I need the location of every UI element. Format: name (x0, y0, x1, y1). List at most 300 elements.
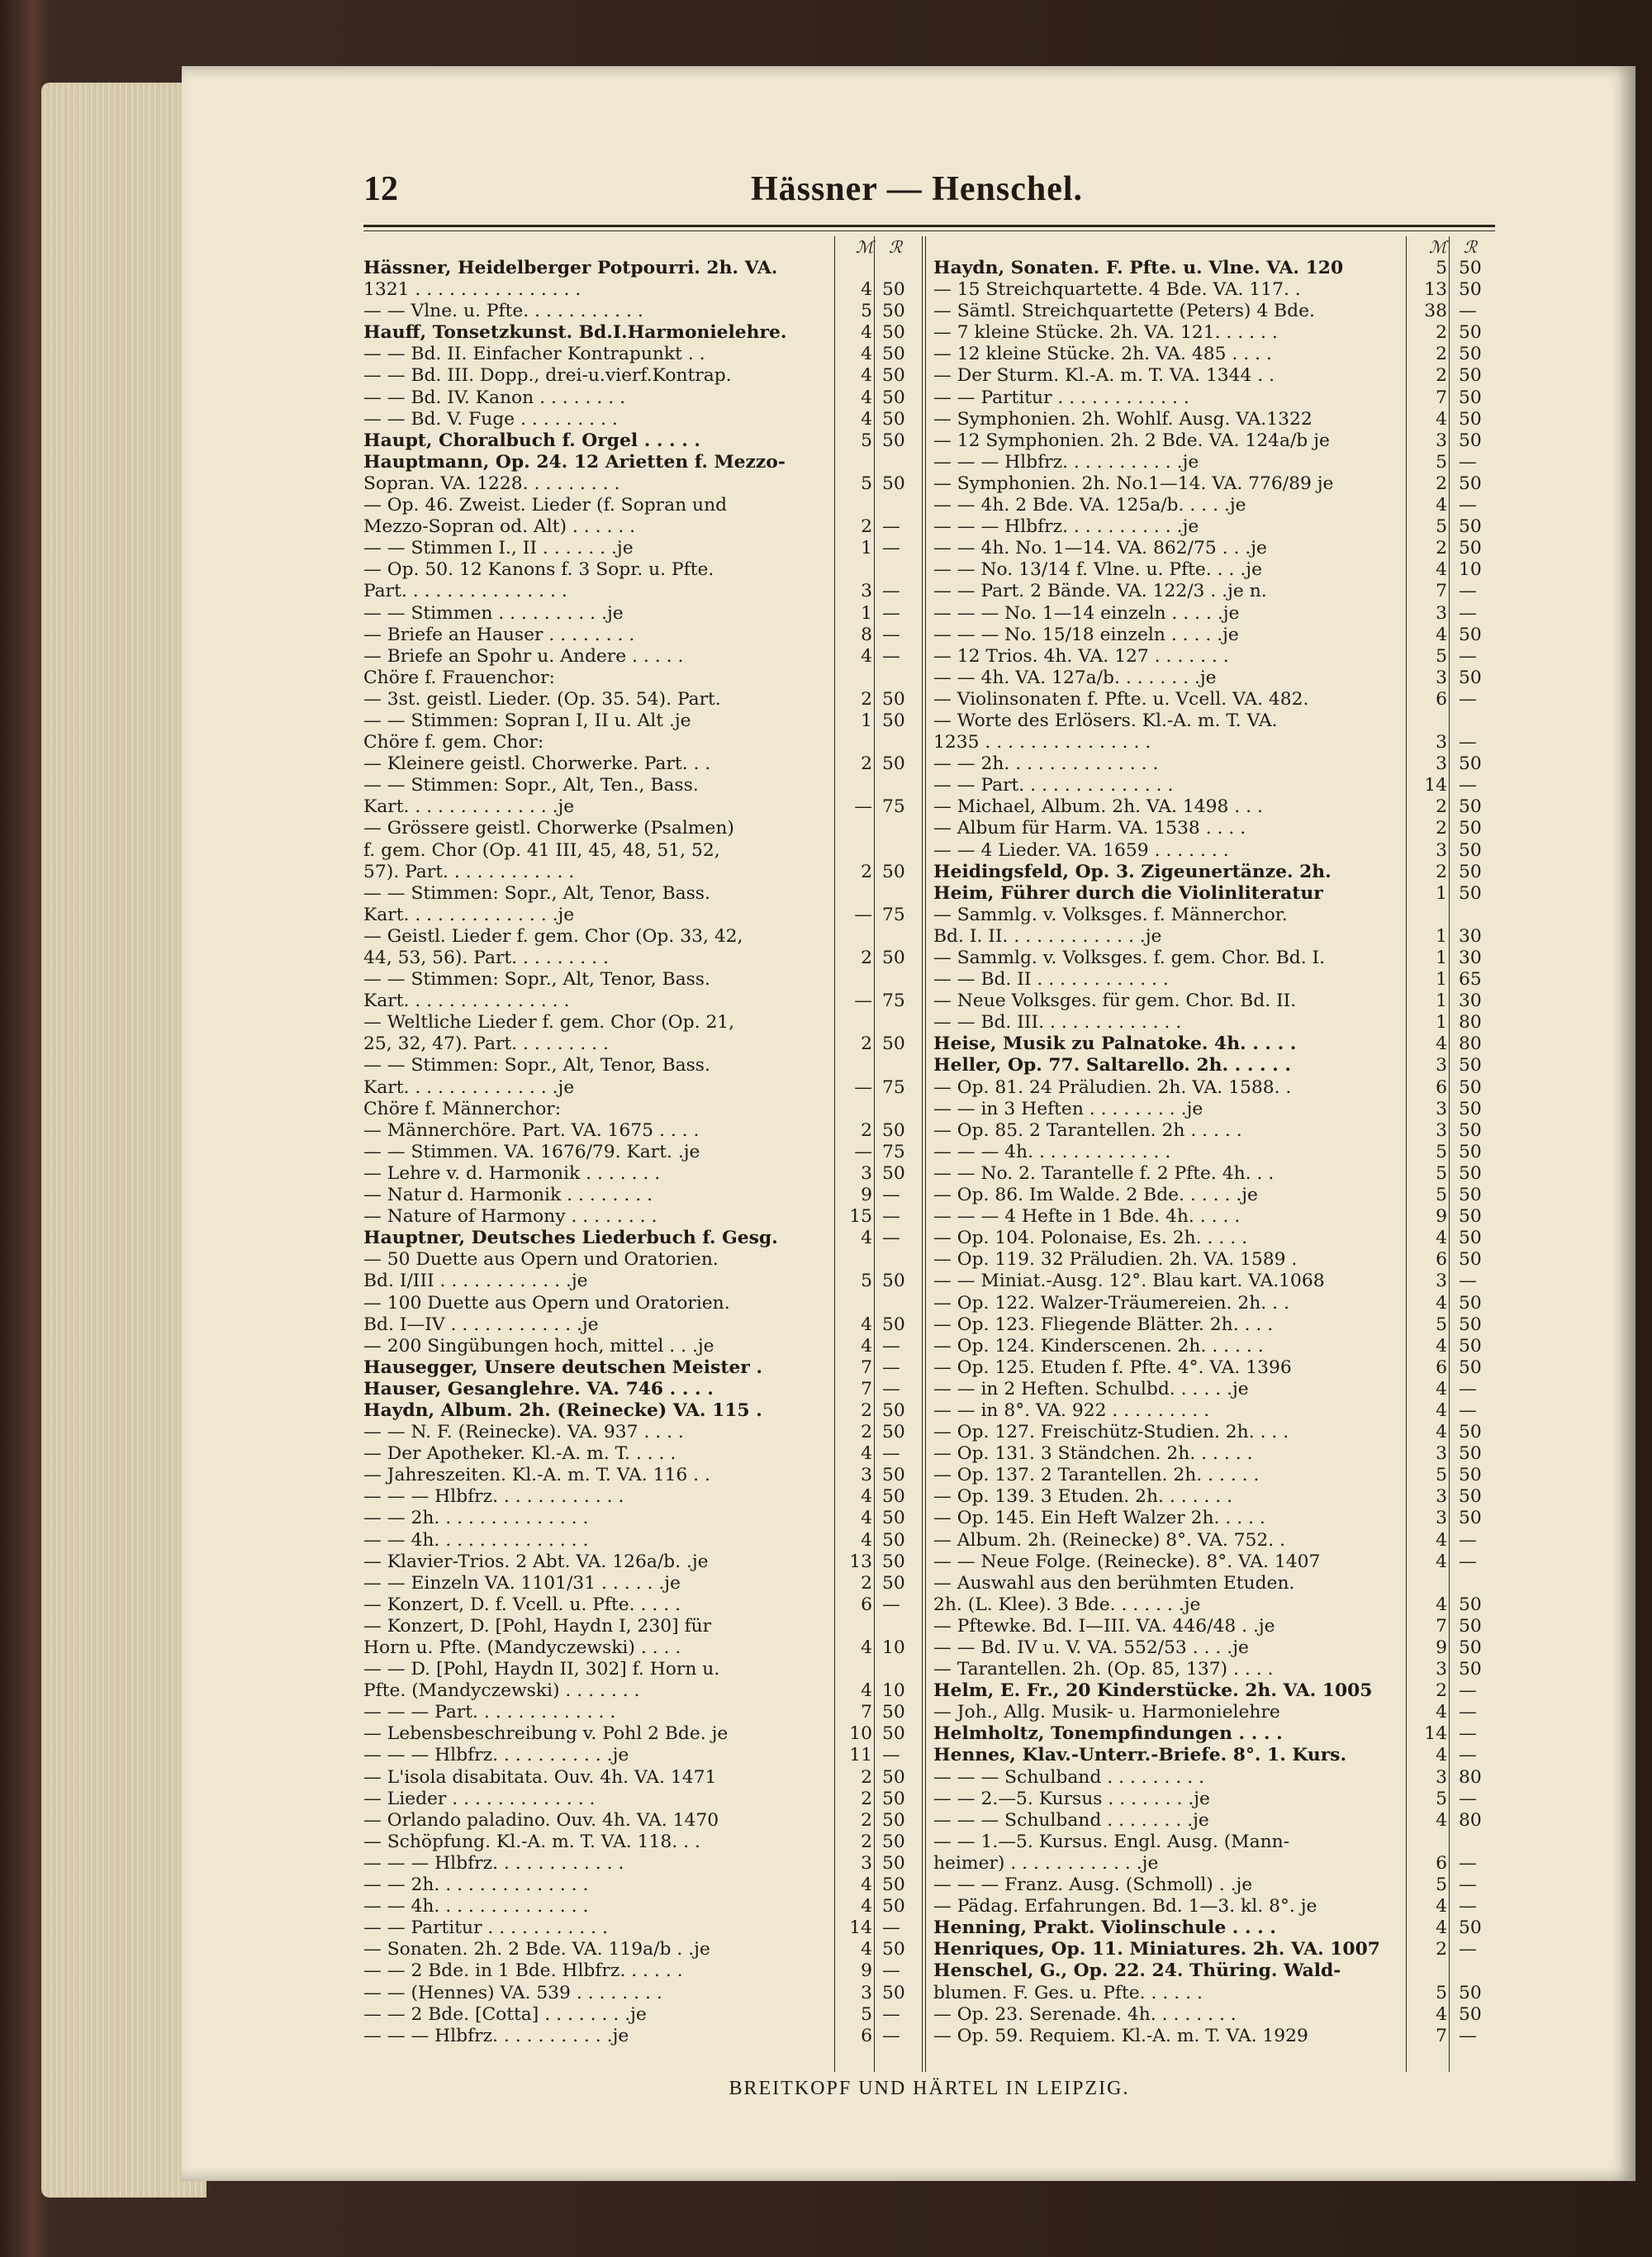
entry-price-pfennig: — (1459, 1399, 1477, 1421)
entry-price-mark: 3 (861, 1465, 872, 1486)
entry-price-pfennig: 50 (1459, 516, 1482, 538)
entry-text: — Konzert, D. [Pohl, Haydn I, 230] für (363, 1615, 712, 1637)
entry-price-pfennig: 50 (1459, 1465, 1482, 1486)
entry-price-mark: 3 (1436, 667, 1447, 688)
entry-price-pfennig: 50 (1459, 861, 1482, 882)
catalog-entry (363, 1357, 923, 1379)
entry-price-pfennig: 50 (1459, 365, 1482, 387)
entry-text: Hauff, Tonsetzkunst. Bd.I.Harmonielehre. (363, 322, 787, 344)
catalog-entry (363, 862, 923, 883)
entry-text: Heise, Musik zu Palnatoke. 4h. . . . . (933, 1033, 1297, 1055)
entry-price-mark: 4 (861, 408, 872, 430)
entry-price-mark: 3 (1436, 1486, 1447, 1508)
entry-price-pfennig: 50 (1459, 1917, 1482, 1939)
entry-price-mark: 11 (849, 1745, 872, 1766)
entry-text: Mezzo-Sopran od. Alt) . . . . . . (363, 516, 636, 538)
entry-price-mark: 5 (861, 2003, 872, 2025)
entry-price-pfennig: — (1459, 1529, 1477, 1551)
entry-price-mark: 3 (861, 1852, 872, 1874)
entry-price-mark: 4 (1436, 408, 1447, 430)
entry-text: — — Stimmen: Sopr., Alt, Tenor, Bass. (363, 882, 710, 904)
catalog-entry (933, 1832, 1495, 1853)
catalog-entry (933, 322, 1495, 344)
entry-price-mark: 38 (1424, 301, 1447, 322)
entry-price-mark: — (854, 796, 872, 818)
entry-text: Chöre f. gem. Chor: (363, 732, 544, 753)
right-column (933, 236, 1495, 2072)
catalog-entry (363, 1960, 923, 1982)
catalog-entry (363, 1379, 923, 1400)
entry-price-mark: 13 (1424, 279, 1447, 301)
entry-text: — L'isola disabitata. Ouv. 4h. VA. 1471 (363, 1766, 717, 1788)
entry-text: blumen. F. Ges. u. Pfte. . . . . . (933, 1982, 1203, 2003)
catalog-entry (363, 1789, 923, 1810)
entry-text: — Op. 104. Polonaise, Es. 2h. . . . . (933, 1228, 1248, 1249)
entry-price-pfennig: 50 (882, 1119, 905, 1141)
entry-text: — — — Schulband . . . . . . . .je (933, 1809, 1209, 1831)
entry-price-pfennig: 50 (1459, 1162, 1482, 1184)
catalog-entry (933, 559, 1495, 581)
entry-price-mark: 2 (861, 1766, 872, 1788)
entry-price-pfennig: — (1459, 1378, 1477, 1399)
catalog-entry (933, 516, 1495, 538)
entry-text: — Neue Volksges. für gem. Chor. Bd. II. (933, 991, 1297, 1012)
entry-text: — — Bd. III. Dopp., drei-u.vierf.Kontrap. (363, 365, 732, 387)
entry-price-mark: 4 (861, 1637, 872, 1658)
catalog-entry (933, 1530, 1495, 1551)
entry-text: — Sämtl. Streichquartette (Peters) 4 Bde. (933, 301, 1315, 322)
entry-price-mark: 4 (1436, 1378, 1447, 1399)
entry-text: 44, 53, 56). Part. . . . . . . . . (363, 948, 609, 968)
entry-price-mark: 4 (1436, 1335, 1447, 1357)
entry-text: — Op. 50. 12 Kanons f. 3 Sopr. u. Pfte. (363, 559, 714, 581)
catalog-entry (933, 1573, 1495, 1594)
entry-text: — — (Hennes) VA. 539 . . . . . . . . (363, 1982, 662, 2003)
entry-text: — — Bd. II . . . . . . . . . . . . (933, 969, 1169, 991)
entry-text: — — 4 Lieder. VA. 1659 . . . . . . . (933, 839, 1229, 861)
entry-text: — — Stimmen: Sopr., Alt, Tenor, Bass. (363, 969, 710, 991)
entry-price-mark: 5 (1436, 516, 1447, 538)
catalog-entry (363, 430, 923, 452)
entry-price-pfennig: 50 (1459, 882, 1482, 904)
catalog-entry (933, 625, 1495, 646)
entry-price-pfennig: 50 (1459, 1335, 1482, 1357)
catalog-entry (363, 409, 923, 430)
entry-price-pfennig: 50 (1459, 1443, 1482, 1465)
catalog-entry (363, 1573, 923, 1594)
entry-text: 57). Part. . . . . . . . . . . . (363, 861, 575, 882)
entry-price-mark: — (854, 1076, 872, 1098)
publisher-footer: BREITKOPF UND HÄRTEL IN LEIPZIG. (729, 2078, 1130, 2099)
entry-price-pfennig: — (1459, 688, 1477, 710)
entry-price-mark: 4 (861, 1228, 872, 1249)
entry-price-mark: 4 (1436, 1399, 1447, 1421)
entry-price-mark: 4 (861, 1486, 872, 1508)
entry-price-mark: 2 (1436, 1680, 1447, 1702)
entry-price-pfennig: — (1459, 495, 1477, 516)
entry-text: 2h. (L. Klee). 3 Bde. . . . . . .je (933, 1594, 1201, 1615)
entry-price-mark: 14 (1424, 775, 1447, 796)
entry-text: — Der Apotheker. Kl.-A. m. T. . . . . (363, 1443, 676, 1465)
entry-text: — Op. 124. Kinderscenen. 2h. . . . . . (933, 1335, 1264, 1357)
entry-price-mark: 4 (861, 1896, 872, 1917)
catalog-entry (933, 1099, 1495, 1120)
entry-price-mark: 2 (1436, 322, 1447, 344)
entry-price-mark: 3 (1436, 1443, 1447, 1465)
entry-price-pfennig: 50 (1459, 1422, 1482, 1443)
catalog-entry (363, 1249, 923, 1271)
entry-price-pfennig: 50 (882, 948, 905, 968)
entry-text: Heller, Op. 77. Saltarello. 2h. . . . . . (933, 1055, 1291, 1076)
entry-price-mark: 2 (1436, 473, 1447, 494)
entry-text: — — No. 13/14 f. Vlne. u. Pfte. . . .je (933, 559, 1262, 581)
entry-price-mark: 14 (849, 1917, 872, 1939)
catalog-entry (933, 689, 1495, 710)
entry-text: — 12 Symphonien. 2h. 2 Bde. VA. 124a/b je (933, 430, 1330, 451)
entry-price-pfennig: — (882, 602, 900, 624)
entry-text: — — 4h. VA. 127a/b. . . . . . . .je (933, 667, 1217, 688)
entry-text: — — — Hlbfrz. . . . . . . . . . .je (363, 1745, 629, 1766)
entry-price-mark: 9 (1436, 1206, 1447, 1228)
entry-price-mark: 4 (861, 344, 872, 365)
entry-text: Hauptner, Deutsches Liederbuch f. Gesg. (363, 1228, 778, 1249)
catalog-entry (933, 2026, 1495, 2047)
catalog-entry (933, 710, 1495, 732)
catalog-entry (363, 1206, 923, 1228)
entry-price-mark: 3 (1436, 839, 1447, 861)
entry-text: — Briefe an Spohr u. Andere . . . . . (363, 645, 684, 667)
catalog-entry (933, 732, 1495, 753)
entry-price-mark: 4 (1436, 559, 1447, 581)
entry-text: Hässner, Heidelberger Potpourri. 2h. VA. (363, 258, 778, 278)
entry-price-pfennig: — (1459, 2025, 1477, 2046)
entry-price-pfennig: 50 (1459, 322, 1482, 344)
entry-price-pfennig: — (1459, 1896, 1477, 1917)
catalog-entry (933, 473, 1495, 495)
entry-price-mark: 7 (1436, 581, 1447, 602)
entry-text: — Tarantellen. 2h. (Op. 85, 137) . . . . (933, 1659, 1274, 1680)
entry-text: Heim, Führer durch die Violinliteratur (933, 882, 1323, 904)
entry-price-mark: — (854, 991, 872, 1012)
entry-text: 25, 32, 47). Part. . . . . . . . . (363, 1033, 609, 1055)
entry-price-mark: 10 (849, 1723, 872, 1745)
entry-price-pfennig: — (1459, 301, 1477, 322)
entry-price-mark: 4 (861, 1680, 872, 1702)
entry-price-pfennig: 50 (882, 1314, 905, 1335)
catalog-entry (933, 1594, 1495, 1616)
entry-price-pfennig: — (1459, 732, 1477, 753)
entry-price-pfennig: 50 (882, 1788, 905, 1809)
catalog-entry (933, 1336, 1495, 1357)
entry-text: — — 2 Bde. [Cotta] . . . . . . . .je (363, 2003, 647, 2025)
entry-text: — Symphonien. 2h. Wohlf. Ausg. VA.1322 (933, 408, 1313, 430)
entry-text: — Op. 137. 2 Tarantellen. 2h. . . . . . (933, 1465, 1260, 1486)
entry-text: f. gem. Chor (Op. 41 III, 45, 48, 51, 52, (363, 839, 720, 861)
entry-price-mark: 2 (1436, 344, 1447, 365)
entry-price-mark: 5 (1436, 1874, 1447, 1896)
entry-price-mark: 9 (1436, 1637, 1447, 1658)
entry-price-pfennig: 50 (1459, 1982, 1482, 2003)
catalog-entry (363, 559, 923, 581)
entry-price-pfennig: 50 (1459, 408, 1482, 430)
entry-price-mark: 2 (1436, 818, 1447, 839)
entry-price-pfennig: — (1459, 1874, 1477, 1896)
entry-text: Henning, Prakt. Violinschule . . . . (933, 1917, 1276, 1939)
entry-text: Heidingsfeld, Op. 3. Zigeunertänze. 2h. (933, 861, 1332, 882)
entry-text: — Der Sturm. Kl.-A. m. T. VA. 1344 . . (933, 365, 1275, 387)
entry-price-mark: 7 (861, 1702, 872, 1723)
entry-price-pfennig: 50 (1459, 1292, 1482, 1314)
entry-text: Henriques, Op. 11. Miniatures. 2h. VA. 1007 (933, 1939, 1380, 1960)
entry-price-mark: 4 (1436, 1033, 1447, 1055)
entry-text: Haupt, Choralbuch f. Orgel . . . . . (363, 430, 700, 451)
entry-text: Helm, E. Fr., 20 Kinderstücke. 2h. VA. 1005 (933, 1680, 1373, 1702)
entry-price-pfennig: 50 (1459, 1594, 1482, 1615)
catalog-entry (363, 753, 923, 775)
catalog-entry (933, 1508, 1495, 1529)
catalog-entry (363, 710, 923, 732)
entry-text: — — 2h. . . . . . . . . . . . . . (933, 753, 1159, 775)
catalog-entry (933, 1142, 1495, 1163)
entry-price-pfennig: — (1459, 602, 1477, 624)
entry-price-pfennig: 50 (882, 408, 905, 430)
entry-price-pfennig: 50 (882, 473, 905, 494)
catalog-entry (933, 818, 1495, 839)
entry-price-mark: 4 (1436, 624, 1447, 645)
entry-text: Kart. . . . . . . . . . . . . .je (363, 904, 575, 925)
entry-price-mark: 4 (1436, 1745, 1447, 1766)
catalog-entry (363, 1271, 923, 1292)
catalog-entry (933, 1767, 1495, 1789)
entry-price-mark: 2 (861, 1831, 872, 1852)
entry-price-pfennig: 50 (882, 344, 905, 365)
entry-price-mark: 4 (1436, 1422, 1447, 1443)
entry-price-pfennig: 50 (882, 1465, 905, 1486)
entry-price-pfennig: 50 (882, 1033, 905, 1055)
entry-price-pfennig: — (1459, 1723, 1477, 1745)
entry-price-mark: 3 (861, 581, 872, 602)
catalog-entry (933, 1874, 1495, 1896)
entry-text: — Jahreszeiten. Kl.-A. m. T. VA. 116 . . (363, 1465, 710, 1486)
catalog-entry (933, 883, 1495, 905)
entry-text: — — — Part. . . . . . . . . . . . . (363, 1702, 616, 1723)
right-column-head (933, 236, 1495, 258)
entry-text: — Orlando paladino. Ouv. 4h. VA. 1470 (363, 1809, 719, 1831)
entry-text: — — 4h. 2 Bde. VA. 125a/b. . . . .je (933, 495, 1246, 516)
entry-price-pfennig: 50 (882, 1486, 905, 1508)
entry-text: — — Bd. IV u. V. VA. 552/53 . . . .je (933, 1637, 1249, 1658)
catalog-entry (933, 948, 1495, 969)
entry-text: — Sammlg. v. Volksges. f. Männerchor. (933, 904, 1288, 925)
entry-price-mark: 2 (861, 516, 872, 538)
catalog-entry (933, 1185, 1495, 1206)
entry-text: — — — Hlbfrz. . . . . . . . . . . . (363, 1852, 624, 1874)
catalog-entry (933, 840, 1495, 862)
catalog-entry (363, 905, 923, 926)
entry-price-pfennig: — (1459, 1551, 1477, 1572)
catalog-entry (933, 926, 1495, 948)
entry-price-pfennig: 50 (882, 1809, 905, 1831)
entry-price-mark: 4 (861, 279, 872, 301)
entry-price-mark: 5 (861, 301, 872, 322)
catalog-entry (363, 1336, 923, 1357)
catalog-entry (363, 1055, 923, 1076)
entry-price-pfennig: 50 (1459, 344, 1482, 365)
entry-text: — Violinsonaten f. Pfte. u. Vcell. VA. 482. (933, 688, 1309, 710)
entry-text: — Op. 23. Serenade. 4h. . . . . . . . (933, 2003, 1237, 2025)
entry-price-pfennig: — (1459, 645, 1477, 667)
catalog-entry (933, 753, 1495, 775)
entry-price-pfennig: — (882, 1745, 900, 1766)
entry-price-pfennig: — (1459, 1702, 1477, 1723)
entry-text: Haydn, Album. 2h. (Reinecke) VA. 115 . (363, 1399, 762, 1421)
catalog-entry (933, 1745, 1495, 1766)
entry-price-pfennig: 50 (1459, 1637, 1482, 1658)
entry-price-pfennig: 50 (882, 1399, 905, 1421)
entry-price-pfennig: 50 (1459, 1314, 1482, 1335)
entry-text: — Op. 85. 2 Tarantellen. 2h . . . . . (933, 1119, 1242, 1141)
entry-price-mark: 7 (1436, 2025, 1447, 2046)
entry-price-pfennig: — (882, 624, 900, 645)
entry-text: — Weltliche Lieder f. gem. Chor (Op. 21, (363, 1012, 735, 1033)
entry-price-pfennig: 50 (882, 1852, 905, 1874)
entry-text: — Op. 145. Ein Heft Walzer 2h. . . . . (933, 1508, 1265, 1529)
entry-text: Bd. I/III . . . . . . . . . . . .je (363, 1271, 588, 1292)
catalog-entry (933, 1789, 1495, 1810)
entry-price-mark: 9 (861, 1185, 872, 1206)
entry-price-mark: 4 (1436, 1702, 1447, 1723)
entry-price-pfennig: 50 (882, 322, 905, 344)
entry-text: heimer) . . . . . . . . . . . .je (933, 1852, 1159, 1874)
entry-price-mark: 2 (861, 1033, 872, 1055)
catalog-entry (933, 1400, 1495, 1422)
entry-text: — — N. F. (Reinecke). VA. 937 . . . . (363, 1422, 684, 1443)
catalog-entry (363, 818, 923, 839)
catalog-entry (933, 1853, 1495, 1874)
catalog-entry (933, 1077, 1495, 1099)
entry-text: — — — Hlbfrz. . . . . . . . . . .je (933, 451, 1199, 473)
catalog-entry (363, 1314, 923, 1336)
page-title: Hässner — Henschel. (750, 170, 1084, 208)
entry-price-mark: 1 (1436, 948, 1447, 968)
catalog-entry (363, 1917, 923, 1939)
catalog-entry (933, 1917, 1495, 1939)
entry-price-mark: 7 (1436, 1615, 1447, 1637)
catalog-entry (933, 344, 1495, 365)
entry-price-pfennig: 50 (1459, 624, 1482, 645)
entry-price-pfennig: — (882, 581, 900, 602)
entry-text: — 15 Streichquartette. 4 Bde. VA. 117. . (933, 279, 1301, 301)
catalog-entry (363, 1443, 923, 1465)
catalog-entry (933, 1983, 1495, 2004)
catalog-entry (363, 1422, 923, 1443)
catalog-entry (933, 538, 1495, 559)
entry-price-pfennig: 50 (882, 301, 905, 322)
entry-price-mark: 3 (1436, 753, 1447, 775)
entry-text: — — Stimmen: Sopr., Alt, Ten., Bass. (363, 775, 699, 796)
catalog-entry (933, 1120, 1495, 1142)
entry-price-mark: 2 (861, 1119, 872, 1141)
entry-text: Kart. . . . . . . . . . . . . .je (363, 1076, 575, 1098)
entry-price-pfennig: 50 (882, 1939, 905, 1960)
catalog-entry (933, 430, 1495, 452)
entry-price-mark: 7 (861, 1357, 872, 1378)
catalog-entry (363, 603, 923, 625)
catalog-entry (363, 991, 923, 1012)
entry-price-mark: 6 (861, 1594, 872, 1615)
catalog-entry (363, 646, 923, 668)
catalog-entry (363, 969, 923, 991)
entry-text: Henschel, G., Op. 22. 24. Thüring. Wald- (933, 1960, 1341, 1982)
catalog-entry (363, 581, 923, 602)
entry-price-mark: 6 (1436, 1249, 1447, 1271)
column-separator (925, 236, 926, 2072)
catalog-entry (363, 1508, 923, 1529)
entry-price-pfennig: 50 (1459, 667, 1482, 688)
entry-price-pfennig: 65 (1459, 969, 1482, 991)
catalog-entry (933, 258, 1495, 279)
entry-price-mark: 4 (1436, 1228, 1447, 1249)
catalog-entry (363, 1896, 923, 1917)
entry-price-mark: 4 (861, 1939, 872, 1960)
catalog-entry (363, 1551, 923, 1573)
entry-price-pfennig: 50 (1459, 1486, 1482, 1508)
catalog-entry (933, 1551, 1495, 1573)
entry-price-mark: 4 (1436, 1594, 1447, 1615)
entry-price-pfennig: 50 (882, 1723, 905, 1745)
entry-text: — Kleinere geistl. Chorwerke. Part. . . (363, 753, 711, 775)
entry-price-mark: 4 (1436, 1917, 1447, 1939)
header-rule-thin (363, 230, 1495, 231)
entry-text: — Pädag. Erfahrungen. Bd. 1—3. kl. 8°. je (933, 1896, 1317, 1917)
entry-price-mark: 5 (1436, 1788, 1447, 1809)
entry-price-mark: 3 (1436, 1508, 1447, 1529)
catalog-entry (363, 1702, 923, 1723)
entry-text: — — — No. 1—14 einzeln . . . . .je (933, 602, 1240, 624)
entry-text: — Album für Harm. VA. 1538 . . . . (933, 818, 1246, 839)
catalog-entry (363, 1077, 923, 1099)
entry-text: — — Stimmen: Sopran I, II u. Alt .je (363, 710, 691, 731)
catalog-entry (363, 1767, 923, 1789)
entry-price-pfennig: — (882, 1378, 900, 1399)
catalog-entry (363, 2026, 923, 2047)
catalog-entry (363, 516, 923, 538)
entry-text: — — Vlne. u. Pfte. . . . . . . . . . . (363, 301, 643, 322)
catalog-entry (363, 1033, 923, 1055)
entry-text: — Op. 131. 3 Ständchen. 2h. . . . . . (933, 1443, 1253, 1465)
entry-price-pfennig: 50 (882, 1529, 905, 1551)
entry-price-mark: 8 (861, 624, 872, 645)
catalog-entry (363, 473, 923, 495)
entry-price-mark: 5 (1436, 1185, 1447, 1206)
catalog-entry (933, 1357, 1495, 1379)
entry-price-pfennig: 50 (882, 279, 905, 301)
catalog-entry (933, 1206, 1495, 1228)
entry-text: — Op. 119. 32 Präludien. 2h. VA. 1589 . (933, 1249, 1298, 1271)
entry-text: — — in 3 Heften . . . . . . . . .je (933, 1098, 1203, 1119)
entry-text: Hennes, Klav.-Unterr.-Briefe. 8°. 1. Kurs. (933, 1745, 1347, 1766)
entry-price-mark: 4 (861, 322, 872, 344)
entry-text: — Op. 122. Walzer-Träumereien. 2h. . . (933, 1292, 1289, 1314)
entry-price-pfennig: 50 (882, 1422, 905, 1443)
entry-price-mark: 1 (861, 710, 872, 731)
entry-price-pfennig: 30 (1459, 925, 1482, 947)
entry-text: — — Part. . . . . . . . . . . . . . (933, 775, 1174, 796)
entry-text: Bd. I. II. . . . . . . . . . . . .je (933, 925, 1162, 947)
entry-price-mark: 3 (1436, 1055, 1447, 1076)
entry-price-mark: 3 (1436, 1098, 1447, 1119)
catalog-entry (363, 1012, 923, 1033)
